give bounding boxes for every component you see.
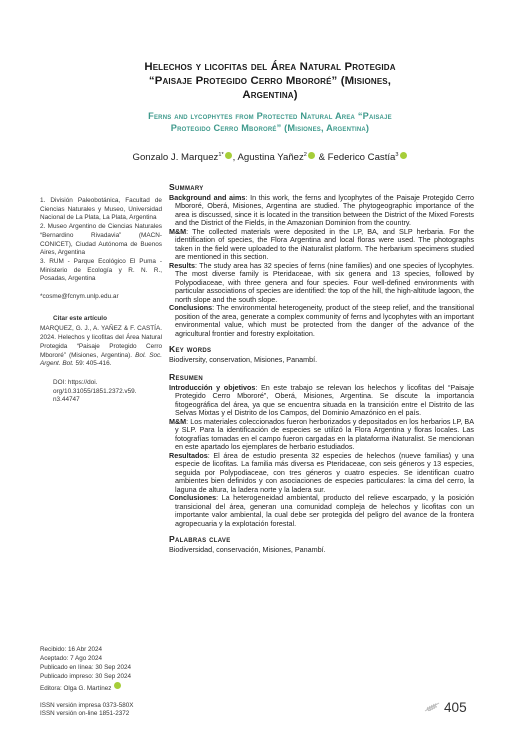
editor-name: Editora: Olga G. Martínez: [40, 684, 112, 692]
paragraph-text: : El área de estudio presenta 32 especies de helechos (nueve familias) y una especie de licofitas. La familia más diversa es Pteridaceae, con seis géneros y 13 especies, seguida por Polypodiaceae, con tres géneros y cuatro especies. Se identifican cuatro ambientes bien definidos y con asociaciones de especies particulares: la cima del cerro, la laguna de altura, la ladera norte y la ladera sur.: [175, 450, 474, 494]
resumen-paragraph: [169, 494, 474, 528]
issn-print: ISSN versión impresa 0373-580X: [40, 701, 134, 709]
author-affiliation-marker: 2: [303, 152, 307, 158]
title-en-line: Ferns and lycophytes from Protected Natural Area “Paisaje: [148, 111, 392, 121]
affiliation: 3. RUM - Parque Ecológico El Puma - Ministerio de Ecología y R. N. R., Posadas, Argentina: [40, 257, 162, 283]
cite-heading: Citar este artículo: [53, 314, 107, 322]
paragraph-label: M&M: [169, 226, 187, 236]
orcid-icon[interactable]: [308, 152, 315, 159]
article-title-spanish: [60, 60, 480, 103]
author-name: Federico Castía: [327, 152, 396, 164]
doi-link[interactable]: DOI: https://doi. org/10.31055/1851.2372.v59. n3.44747: [53, 378, 137, 404]
abstract-column: [169, 183, 474, 563]
palabras-text: Biodiversidad, conservación, Misiones, Panambí.: [169, 544, 326, 554]
paragraph-label: Conclusiones: [169, 493, 217, 502]
resumen-paragraph: [169, 384, 474, 418]
title-en-line: Protegido Cerro Mbororé” (Misiones, Argentina): [170, 122, 370, 133]
author-name: Agustina Yañez: [237, 152, 304, 164]
page-number: 405: [444, 699, 467, 715]
orcid-icon[interactable]: [400, 152, 407, 159]
affiliation: 1. División Paleobotánica, Facultad de Ciencias Naturales y Museo, Universidad Nacional de La Plata, La Plata, Argentina: [40, 197, 162, 222]
citation-text: MARQUEZ, G. J., A. YAÑEZ & F. CASTÍA. 2024. Helechos y licofitas del Área Natural Protegida “Paisaje Protegido Cerro Mbororé” (Misiones, Argentina).: [40, 325, 162, 359]
publication-info: [40, 646, 180, 719]
summary-heading: Summary: [169, 182, 204, 192]
title-line: “Paisaje Protegido Cerro Mbororé” (Misiones,: [148, 75, 392, 88]
fern-leaf-icon: [424, 702, 440, 712]
title-line: Helechos y licofitas del Área Natural Protegida: [144, 61, 396, 73]
paragraph-text: : The collected materials were deposited in the LP, BA, and SLP herbaria. For the identification of species, the Flora Argentina and local floras were used. The photographs taken in the field were uploaded to the iNaturalist platform. The herbarium specimens studied are mentioned in this section.: [175, 226, 474, 261]
summary-paragraph: [169, 262, 474, 305]
paragraph-text: : The environmental heterogeneity, product of the steep relief, and the transitional position of the area, generate a complex community of ferns and lycophytes with an important environmental value, which must be protected from the danger of the advance of the agricultural frontier and forestry exploitation.: [175, 303, 474, 338]
paragraph-label: Conclusions: [169, 303, 213, 312]
date-received: Recibido: 16 Abr 2024: [40, 646, 102, 653]
resumen-paragraph: [169, 418, 474, 452]
summary-paragraph: [169, 194, 474, 228]
orcid-icon[interactable]: [114, 682, 121, 689]
corresponding-email[interactable]: *cosme@fcnym.unlp.edu.ar: [40, 293, 119, 301]
keywords-text: Biodiversity, conservation, Misiones, Panambí.: [169, 354, 318, 364]
date-accepted: Aceptado: 7 Ago 2024: [40, 654, 102, 662]
citation: [40, 325, 162, 369]
paragraph-label: Results: [169, 260, 195, 270]
paragraph-text: : En este trabajo se relevan los helechos y licofitas del “Paisaje Protegido Cerro Mbororé”, Oberá, Misiones, Argentina. Se discute la importancia fitogeográfica del área, ya que se encuentra situada en la transición entre el Distrito de las Selvas Mixtas y el Distrito de los Campos, del Dominio Amazónico en el país.: [175, 382, 474, 417]
title-line: Argentina): [242, 89, 298, 102]
citation-journal: Bol. Soc. Argent. Bot.: [40, 351, 163, 368]
author-separator: ,: [232, 152, 238, 164]
keywords-heading: Key words: [169, 344, 212, 354]
affiliation: 2. Museo Argentino de Ciencias Naturales “Bernardino Rivadavia” (MACN-CONICET), Ciudad Autónoma de Buenos Aires, Argentina: [40, 223, 162, 257]
summary-paragraph: [169, 304, 474, 338]
issn-online: ISSN versión on-line 1851-2372: [40, 710, 130, 718]
article-title-english: [60, 111, 480, 135]
sidebar: [40, 197, 162, 405]
paragraph-text: : The study area has 32 species of ferns (nine families) and one species of lycophytes. The most diverse family is Pteridaceae, with six genera and 13 species, followed by Polypodiaceae, with three genera and four species. Four well-defined environments with particular associations of species are identified: the top of the hill, the high-altitude lagoon, the north slope and the south slope.: [175, 260, 474, 304]
author-name: Gonzalo J. Marquez: [132, 152, 219, 164]
palabras-heading: Palabras clave: [169, 534, 231, 544]
date-online: Publicado en línea: 30 Sep 2024: [40, 663, 132, 671]
orcid-icon[interactable]: [225, 152, 232, 159]
page-number-block: [424, 697, 494, 717]
paragraph-text: : La heterogeneidad ambiental, producto del relieve escarpado, y la posición transicional del área, generan una comunidad compleja de helechos y licofitas con un importante valor ambiental, la cual debe ser protegida del peligro del avance de la frontera agropecuaria y la explotación forestal.: [175, 493, 474, 528]
date-print: Publicado impreso: 30 Sep 2024: [40, 672, 132, 680]
author-separator: &: [315, 152, 328, 164]
summary-paragraph: [169, 228, 474, 262]
author-affiliation-marker: 1*: [218, 152, 224, 158]
author-list: [0, 152, 510, 163]
paragraph-label: Introducción y objetivos: [169, 382, 256, 392]
author-affiliation-marker: 3: [395, 152, 399, 158]
paragraph-text: : In this work, the ferns and lycophytes of the Paisaje Protegido Cerro Mbororé, Oberá, Misiones, Argentina are studied. The phytogeographic importance of the area is discussed, since it is located in the transition between the District of the Mixed Forests and the District of the Fields, in the Amazonian Dominion from the country.: [175, 192, 474, 227]
paragraph-label: Background and aims: [169, 192, 246, 202]
resumen-paragraph: [169, 452, 474, 495]
resumen-heading: Resumen: [169, 372, 203, 382]
citation-pages: 59: 405-416.: [73, 360, 112, 368]
paragraph-text: : Los materiales coleccionados fueron herborizados y depositados en los herbarios LP, BA y SLP. Para la identificación de especies se utilizó la Flora Argentina y floras locales. Las fotografías tomadas en el campo fueron cargadas en la plataforma iNaturalist. Se mencionan en este apartado los ejemplares de herbario estudiados.: [175, 416, 474, 451]
editor-line: [40, 682, 180, 694]
paragraph-label: M&M: [169, 416, 187, 426]
paragraph-label: Resultados: [169, 450, 208, 460]
